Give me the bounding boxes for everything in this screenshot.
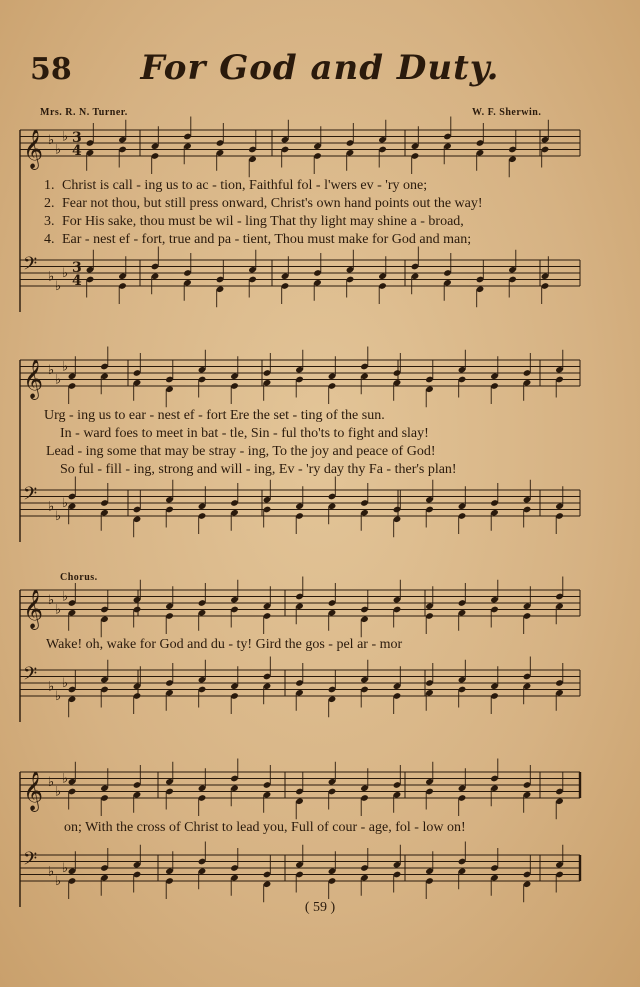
- verse-2-line-2: In - ward foes to meet in bat - tle, Sin - ful tho'ts to fight and slay!: [60, 426, 429, 441]
- bass-clef-icon: 𝄢: [23, 484, 38, 509]
- treble-clef-icon: 𝄞: [23, 589, 44, 629]
- verse-4-line-2: So ful - fill - ing, strong and will - ing, Ev - 'ry day thy Fa - ther's plan!: [60, 462, 457, 477]
- flat-icon: ♭: [62, 359, 69, 375]
- verse-2-label: 2.: [44, 196, 55, 211]
- verse-2-line-1: Fear not thou, but still press onward, Christ's own hand points out the way!: [62, 196, 483, 211]
- hymn-number: 58: [30, 52, 72, 87]
- flat-icon: ♭: [48, 864, 55, 880]
- flat-icon: ♭: [62, 861, 69, 876]
- flat-icon: ♭: [48, 362, 55, 378]
- flat-icon: ♭: [55, 602, 62, 618]
- flat-icon: ♭: [62, 771, 69, 787]
- verse-3-line-1: For His sake, thou must be wil - ling That thy light may shine a - broad,: [62, 214, 464, 229]
- hymn-title: For God and Duty.: [140, 48, 500, 88]
- time-signature-bottom: 4: [72, 273, 82, 289]
- flat-icon: ♭: [48, 269, 55, 285]
- verse-4-line-1: Ear - nest ef - fort, true and pa - tient, Thou must make for God and man;: [62, 232, 472, 247]
- flat-icon: ♭: [62, 129, 69, 145]
- flat-icon: ♭: [48, 774, 55, 790]
- treble-clef-icon: 𝄞: [23, 359, 44, 399]
- flat-icon: ♭: [55, 874, 62, 889]
- flat-icon: ♭: [55, 784, 62, 800]
- time-signature-bottom: 4: [72, 143, 82, 159]
- flat-icon: ♭: [55, 689, 62, 704]
- treble-clef-icon: 𝄞: [23, 771, 44, 811]
- time-signature-top: 3: [72, 260, 82, 276]
- time-signature-top: 3: [72, 130, 82, 146]
- bass-clef-icon: 𝄢: [23, 849, 38, 874]
- composer-credit: W. F. Sherwin.: [472, 107, 542, 118]
- flat-icon: ♭: [62, 589, 69, 605]
- flat-icon: ♭: [48, 499, 55, 515]
- chorus-line-1: Wake! oh, wake for God and du - ty! Gird the gos - pel ar - mor: [46, 637, 403, 652]
- flat-icon: ♭: [55, 372, 62, 388]
- page-number: ( 59 ): [304, 900, 336, 915]
- verse-1-line-1: Christ is call - ing us to ac - tion, Faithful fol - l'wers ev - 'ry one;: [62, 178, 428, 193]
- bass-clef-icon: 𝄢: [23, 664, 38, 689]
- flat-icon: ♭: [55, 279, 62, 294]
- chorus-label: Chorus.: [60, 572, 98, 583]
- bass-clef-icon: 𝄢: [23, 254, 38, 279]
- flat-icon: ♭: [62, 266, 69, 281]
- flat-icon: ♭: [55, 509, 62, 524]
- verse-3-line-2: Lead - ing some that may be stray - ing, To the joy and peace of God!: [46, 444, 436, 459]
- flat-icon: ♭: [62, 496, 69, 511]
- chorus-line-2: on; With the cross of Christ to lead you, Full of cour - age, fol - low on!: [64, 820, 466, 835]
- flat-icon: ♭: [48, 679, 55, 695]
- verse-4-label: 4.: [44, 232, 55, 247]
- flat-icon: ♭: [48, 592, 55, 608]
- verse-3-label: 3.: [44, 214, 55, 229]
- flat-icon: ♭: [55, 142, 62, 158]
- verse-1-label: 1.: [44, 178, 55, 193]
- lyricist-credit: Mrs. R. N. Turner.: [40, 107, 128, 118]
- treble-clef-icon: 𝄞: [23, 129, 44, 169]
- flat-icon: ♭: [62, 676, 69, 691]
- verse-1-line-2: Urg - ing us to ear - nest ef - fort Ere the set - ting of the sun.: [44, 408, 385, 423]
- flat-icon: ♭: [48, 132, 55, 148]
